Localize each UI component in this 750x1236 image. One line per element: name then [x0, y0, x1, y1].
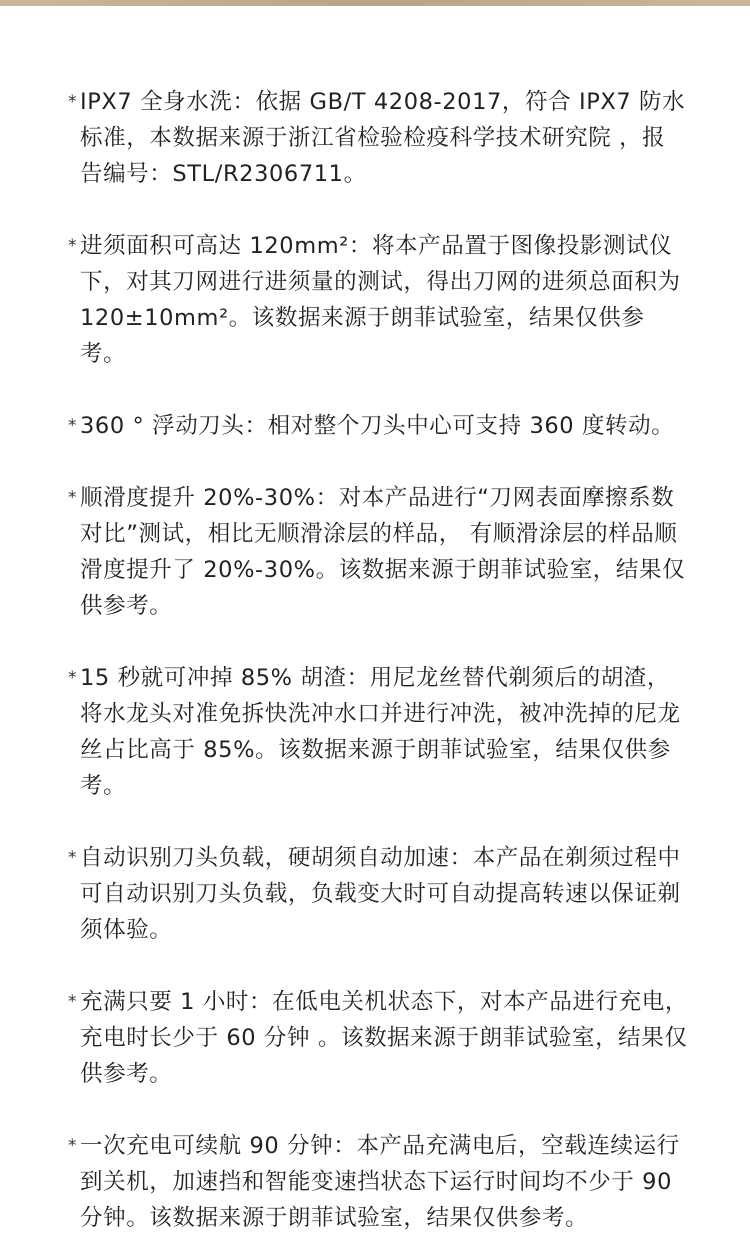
- note-text: 一次充电可续航 90 分钟：本产品充满电后，空载连续运行到关机，加速挡和智能变速挡状态下运行时间均不少于 90 分钟。该数据来源于朗菲试验室，结果仅供参考。: [80, 1133, 680, 1231]
- note-ipx7: [68, 84, 688, 192]
- note-text: 进须面积可高达 120mm²：将本产品置于图像投影测试仪下，对其刀网进行进须量的测试，得出刀网的进须总面积为 120±10mm²。该数据来源于朗菲试验室，结果仅供参考。: [80, 233, 697, 367]
- note-text: 15 秒就可冲掉 85% 胡渣：用尼龙丝替代剃须后的胡渣， 将水龙头对准免拆快洗冲水口并进行冲洗，被冲洗掉的尼龙丝占比高于 85%。该数据来源于朗菲试验室，结果仅供参考。: [80, 665, 681, 799]
- note-marker: *: [68, 416, 78, 436]
- note-text: 360 ° 浮动刀头：相对整个刀头中心可支持 360 度转动。: [80, 413, 675, 439]
- note-text: 顺滑度提升 20%-30%：对本产品进行“刀网表面摩擦系数对比”测试，相比无顺滑涂层的样品， 有顺滑涂层的样品顺滑度提升了 20%-30%。该数据来源于朗菲试验室，结果仅供参考。: [80, 485, 686, 619]
- note-smoothness: [68, 480, 688, 624]
- note-text: 自动识别刀头负载，硬胡须自动加速：本产品在剃须过程中可自动识别刀头负载，负载变大时可自动提高转速以保证剃须体验。: [80, 845, 681, 943]
- note-intake-area: [68, 228, 697, 372]
- top-accent-bar: [0, 0, 750, 6]
- note-marker: *: [68, 992, 78, 1012]
- note-text: 充满只要 1 小时：在低电关机状态下，对本产品进行充电，充电时长少于 60 分钟 。该数据来源于朗菲试验室，结果仅供参考。: [80, 989, 688, 1087]
- note-charge-time: [68, 984, 688, 1092]
- note-floating-head: [68, 408, 688, 444]
- note-marker: *: [68, 236, 78, 256]
- note-marker: *: [68, 488, 78, 508]
- note-marker: *: [68, 92, 78, 112]
- note-battery-life: [68, 1128, 688, 1236]
- note-rinse: [68, 660, 688, 804]
- note-marker: *: [68, 848, 78, 868]
- note-marker: *: [68, 668, 78, 688]
- note-marker: *: [68, 1136, 78, 1156]
- note-text: IPX7 全身水洗：依据 GB/T 4208-2017，符合 IPX7 防水标准，本数据来源于浙江省检验检疫科学技术研究院 ，报告编号：STL/R2306711。: [80, 89, 686, 187]
- disclaimer-notes: [68, 84, 697, 1236]
- note-auto-boost: [68, 840, 688, 948]
